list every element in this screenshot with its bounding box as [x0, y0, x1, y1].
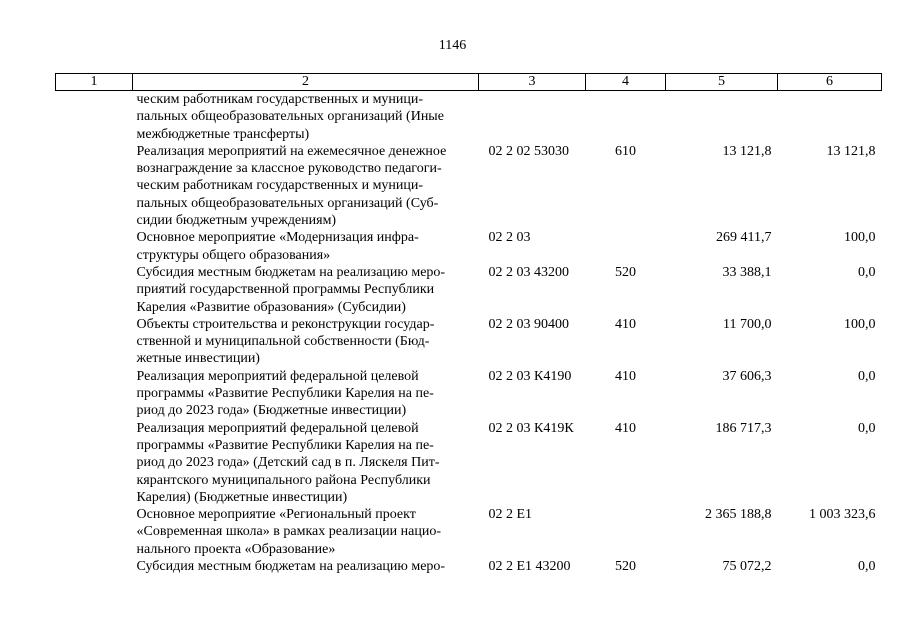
- row-index-cell: [56, 143, 133, 229]
- row-amount-cell: 13 121,8: [722, 143, 772, 159]
- row-code-cell: 02 2 E1 43200: [488, 559, 571, 575]
- row-code-cell: 02 2 03 90400: [488, 316, 569, 332]
- row-amount-cell: 37 606,3: [722, 368, 772, 384]
- row-amount-cell: 11 700,0: [723, 316, 772, 332]
- row-amount-cell: 2 365 188,8: [705, 507, 772, 523]
- table-row: [56, 229, 882, 264]
- row-type-cell: [586, 506, 666, 558]
- row-value-cell: 100,0: [844, 316, 876, 332]
- row-index-cell: [56, 506, 133, 558]
- row-code-cell: 02 2 03 43200: [488, 264, 569, 280]
- row-type-cell: 410: [615, 368, 636, 384]
- row-index-cell: [56, 229, 133, 264]
- row-type-cell: 520: [615, 264, 636, 280]
- header-col-4: 4: [586, 74, 666, 91]
- row-amount-cell: 75 072,2: [722, 559, 772, 575]
- row-code-cell: 02 2 E1: [488, 507, 533, 523]
- row-value-cell: 13 121,8: [826, 143, 876, 159]
- row-name-cell: Основное мероприятие «Модернизация инфра- структуры общего образования»: [136, 230, 419, 263]
- row-value-cell: 0,0: [858, 420, 876, 436]
- row-type-cell: 410: [615, 420, 636, 436]
- table-row: [56, 558, 882, 575]
- row-value-cell: 0,0: [858, 264, 876, 280]
- row-name-cell: Реализация мероприятий на ежемесячное денежное вознаграждение за классное руководство педагоги- ческим работникам государственных и муници- пальных общеобразовательных организаций (Суб- сидии бюджетным учреждениям): [136, 143, 447, 229]
- row-value-cell: 0,0: [858, 368, 876, 384]
- row-name-cell: ческим работникам государственных и муници- пальных общеобразовательных организаций (Иные межбюджетные трансферты): [136, 92, 444, 142]
- page-number: 1146: [438, 38, 467, 53]
- header-col-6: 6: [778, 74, 882, 91]
- row-index-cell: [56, 558, 133, 575]
- row-type-cell: 520: [615, 559, 636, 575]
- table-row: [56, 264, 882, 316]
- row-code-cell: 02 2 03 К419К: [488, 420, 574, 436]
- table-row: [56, 143, 882, 229]
- row-code-cell: [479, 91, 586, 143]
- row-type-cell: 610: [615, 143, 636, 159]
- row-index-cell: [56, 420, 133, 506]
- row-name-cell: Основное мероприятие «Региональный проект «Современная школа» в рамках реализации нацио- нального проекта «Образование»: [136, 507, 442, 557]
- table-row: [56, 420, 882, 506]
- row-index-cell: [56, 264, 133, 316]
- table-row: [56, 91, 882, 143]
- row-amount-cell: 33 388,1: [722, 264, 772, 280]
- row-name-cell: Реализация мероприятий федеральной целевой программы «Развитие Республики Карелия на пе- риод до 2023 года» (Бюджетные инвестиции): [136, 368, 434, 419]
- budget-table: [55, 73, 882, 575]
- row-index-cell: [56, 316, 133, 368]
- table-row: [56, 316, 882, 368]
- row-code-cell: 02 2 03 К4190: [488, 368, 572, 384]
- header-col-3: 3: [479, 74, 586, 91]
- row-name-cell: Субсидия местным бюджетам на реализацию меро-: [136, 559, 446, 575]
- header-col-2: 2: [133, 74, 479, 91]
- row-value-cell: 1 003 323,6: [809, 507, 876, 523]
- row-name-cell: Реализация мероприятий федеральной целевой программы «Развитие Республики Карелия на пе- риод до 2023 года» (Детский сад в п. Ляскеля Пит- кярантского муниципального района Республики Карелия) (Бюджетные инвестиции): [136, 420, 440, 505]
- row-type-cell: [586, 91, 666, 143]
- row-index-cell: [56, 91, 133, 143]
- header-col-1: 1: [56, 74, 133, 91]
- row-type-cell: [586, 229, 666, 264]
- row-type-cell: 410: [615, 316, 636, 332]
- table-row: [56, 368, 882, 420]
- row-code-cell: 02 2 03: [488, 230, 531, 246]
- row-amount-cell: 269 411,7: [716, 230, 772, 246]
- row-code-cell: 02 2 02 53030: [488, 143, 569, 159]
- row-index-cell: [56, 368, 133, 420]
- row-name-cell: Субсидия местным бюджетам на реализацию меро- приятий государственной программы Республики Карелия «Развитие образования» (Субсидии): [136, 264, 446, 315]
- table-row: [56, 506, 882, 558]
- row-value-cell: [778, 91, 882, 143]
- table-header-row: [56, 74, 882, 91]
- row-value-cell: 0,0: [858, 559, 876, 575]
- row-value-cell: 100,0: [844, 230, 876, 246]
- row-name-cell: Объекты строительства и реконструкции государ- ственной и муниципальной собственности (Бюд- жетные инвестиции): [136, 316, 435, 367]
- row-amount-cell: 186 717,3: [715, 420, 772, 436]
- row-amount-cell: [666, 91, 778, 143]
- header-col-5: 5: [666, 74, 778, 91]
